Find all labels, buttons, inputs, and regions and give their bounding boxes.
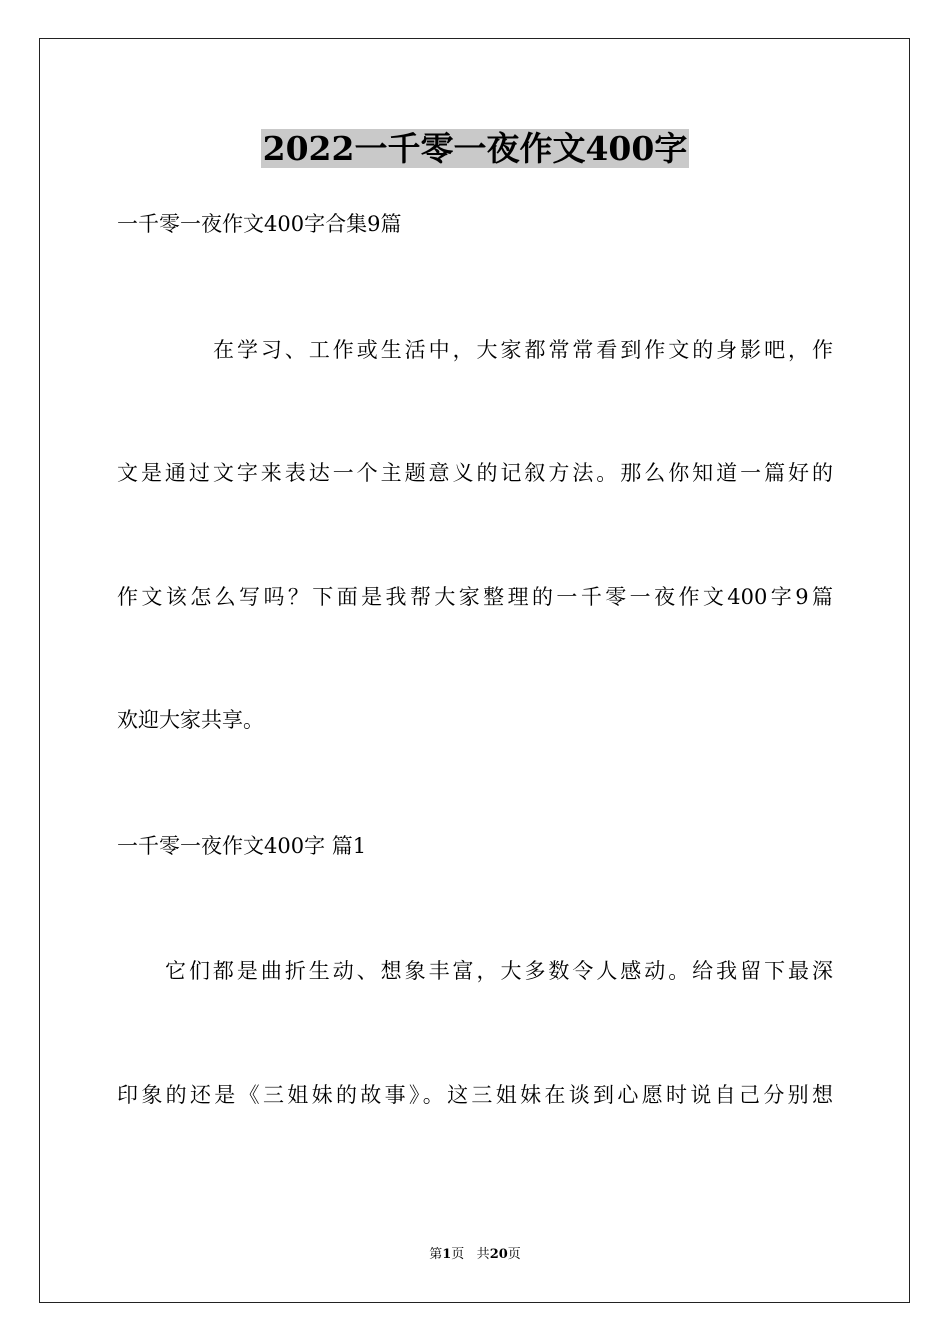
section-heading: 一千零一夜作文400字 篇1 bbox=[117, 834, 367, 858]
page-prefix: 第 bbox=[429, 1247, 443, 1262]
page-total: 20 bbox=[489, 1247, 508, 1262]
page-suffix: 页 bbox=[451, 1247, 465, 1262]
intro-line-4: 欢迎大家共享。 bbox=[117, 708, 264, 732]
document-title-text: 2022一千零一夜作文400字 bbox=[262, 129, 688, 168]
page-footer bbox=[0, 1246, 950, 1264]
total-prefix: 共 bbox=[476, 1247, 490, 1262]
document-title bbox=[0, 128, 950, 170]
document-subtitle: 一千零一夜作文400字合集9篇 bbox=[117, 212, 402, 236]
intro-line-3: 作文该怎么写吗？下面是我帮大家整理的一千零一夜作文400字9篇 bbox=[117, 585, 833, 609]
body-line-1: 它们都是曲折生动、想象丰富，大多数令人感动。给我留下最深 bbox=[165, 959, 833, 983]
intro-line-1: 在学习、工作或生活中，大家都常常看到作文的身影吧，作 bbox=[213, 338, 833, 362]
body-line-2: 印象的还是《三姐妹的故事》。这三姐妹在谈到心愿时说自己分别想 bbox=[117, 1083, 833, 1107]
intro-line-2: 文是通过文字来表达一个主题意义的记叙方法。那么你知道一篇好的 bbox=[117, 461, 833, 485]
total-suffix: 页 bbox=[507, 1247, 521, 1262]
page-current: 1 bbox=[442, 1247, 452, 1262]
